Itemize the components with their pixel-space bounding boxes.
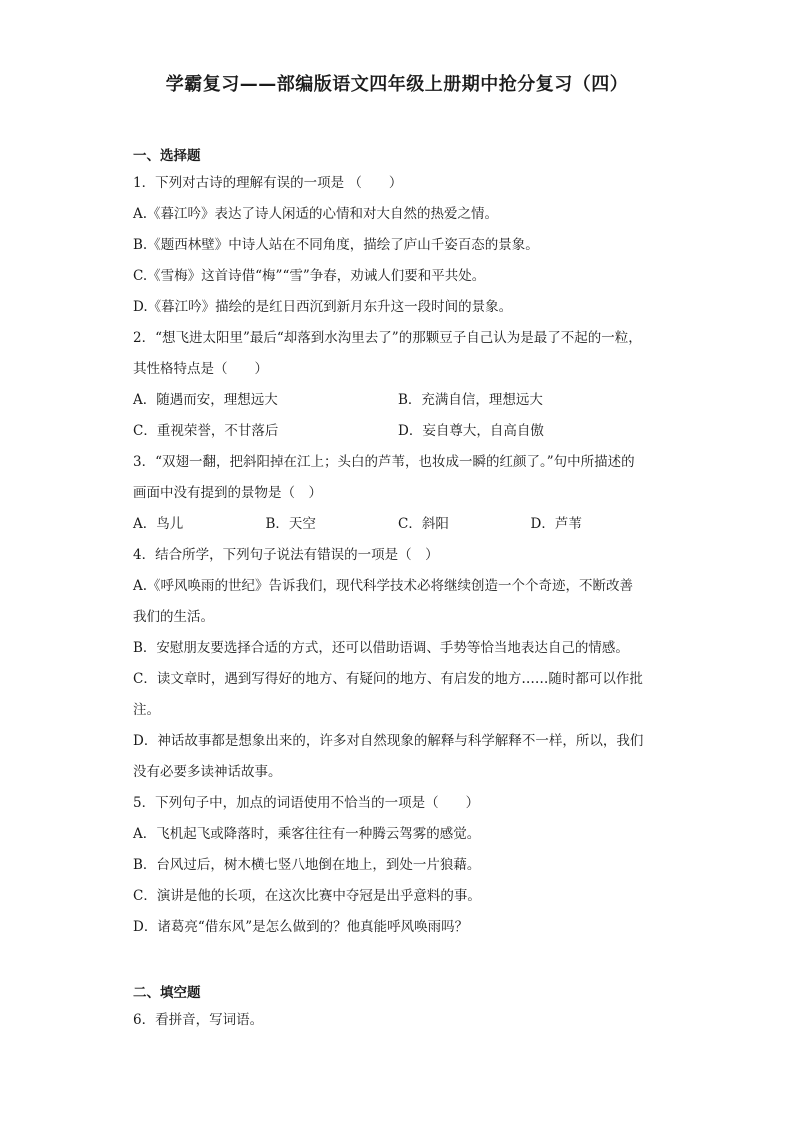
document-content [133, 146, 663, 1036]
question-5-option-a: A．飞机起飞或降落时，乘客往往有一种腾云驾雾的感觉。 [133, 826, 481, 842]
question-4-option-c-line-1: C．读文章时，遇到写得好的地方、有疑问的地方、有启发的地方……随时都可以作批 [133, 671, 643, 687]
question-2-option-b: B．充满自信，理想远大 [398, 392, 543, 408]
question-4-option-c-line-2: 注。 [133, 702, 160, 718]
page-title: 学霸复习——部编版语文四年级上册期中抢分复习（四） [165, 74, 629, 95]
question-3-options-row [133, 509, 663, 540]
question-3-option-c: C．斜阳 [398, 516, 449, 532]
section-spacer [133, 943, 663, 983]
question-2-option-a: A．随遇而安，理想远大 [133, 392, 278, 408]
question-2-option-c: C．重视荣誉，不甘落后 [133, 423, 279, 439]
question-4-option-a-line-2: 我们的生活。 [133, 609, 214, 625]
question-5-option-b: B．台风过后，树木横七竖八地倒在地上，到处一片狼藉。 [133, 857, 481, 873]
question-4-option-d-line-1: D．神话故事都是想象出来的，许多对自然现象的解释与科学解释不一样，所以，我们 [133, 733, 644, 749]
question-3-stem-line-2: 画面中没有提到的景物是（ ） [133, 485, 322, 501]
question-1-stem: 1．下列对古诗的理解有误的一项是 （ ） [133, 175, 403, 191]
question-5-option-c: C．演讲是他的长项，在这次比赛中夺冠是出乎意料的事。 [133, 888, 481, 904]
section-heading-choice: 一、选择题 [133, 148, 201, 164]
question-4-option-d-line-2: 没有必要多读神话故事。 [133, 764, 282, 780]
question-1-option-d: D.《暮江吟》描绘的是红日西沉到新月东升这一段时间的景象。 [133, 299, 513, 315]
question-2-option-d: D．妄自尊大，自高自傲 [398, 423, 544, 439]
question-1-option-a: A.《暮江吟》表达了诗人闲适的心情和对大自然的热爱之情。 [133, 206, 499, 222]
section-heading-fill-in: 二、填空题 [133, 985, 201, 1001]
question-3-option-d: D．芦苇 [530, 516, 582, 532]
question-4-option-b: B．安慰朋友要选择合适的方式，还可以借助语调、手势等恰当地表达自己的情感。 [133, 640, 629, 656]
question-3-option-a: A．鸟儿 [133, 516, 184, 532]
question-1-option-b: B.《题西林壁》中诗人站在不同角度，描绘了庐山千姿百态的景象。 [133, 237, 539, 253]
question-3-stem-line-1: 3．“双翅一翻，把斜阳掉在江上；头白的芦苇，也妆成一瞬的红颜了。”句中所描述的 [133, 454, 635, 470]
question-3-option-b: B．天空 [265, 516, 316, 532]
question-2-options-row-2 [133, 416, 663, 447]
question-5-option-d: D．诸葛亮“借东风”是怎么做到的？他真能呼风唤雨吗？ [133, 919, 469, 935]
question-1-option-c: C.《雪梅》这首诗借“梅”“雪”争春，劝诫人们要和平共处。 [133, 268, 486, 284]
question-5-stem: 5．下列句子中，加点的词语使用不恰当的一项是（ ） [133, 795, 480, 811]
question-4-stem: 4．结合所学，下列句子说法有错误的一项是（ ） [133, 547, 439, 563]
question-2-stem-line-1: 2．“想飞进太阳里”最后“却落到水沟里去了”的那颗豆子自己认为是最了不起的一粒， [133, 330, 642, 346]
question-4-option-a-line-1: A.《呼风唤雨的世纪》告诉我们，现代科学技术必将继续创造一个个奇迹，不断改善 [133, 578, 634, 594]
question-6-stem: 6．看拼音，写词语。 [133, 1012, 264, 1028]
question-2-options-row-1 [133, 385, 663, 416]
question-2-stem-line-2: 其性格特点是（ ） [133, 361, 268, 377]
